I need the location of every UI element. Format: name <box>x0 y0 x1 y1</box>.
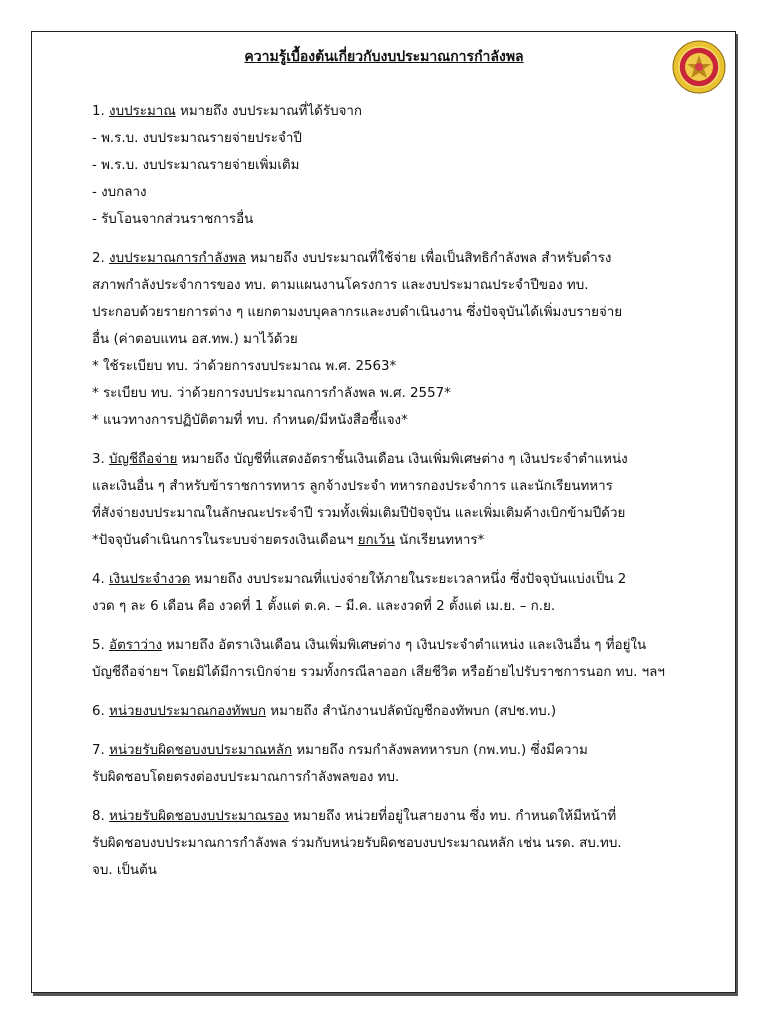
section-5-heading: 5. อัตราว่าง หมายถึง อัตราเงินเดือน เงินเพิ่มพิเศษต่าง ๆ เงินประจำตำแหน่ง และเงินอื่น ๆ ที่อยู่ใน <box>92 638 647 653</box>
text-line: สภาพกำลังประจำการของ ทบ. ตามแผนงานโครงการ และงบประมาณประจำปีของ ทบ. <box>92 278 589 293</box>
list-item: - งบกลาง <box>92 185 147 200</box>
section-4 <box>92 566 692 620</box>
text-line: จบ. เป็นต้น <box>92 863 157 878</box>
term-secondary-responsible-unit: หน่วยรับผิดชอบงบประมาณรอง <box>109 809 289 824</box>
section-2 <box>92 245 692 434</box>
list-item: - พ.ร.บ. งบประมาณรายจ่ายเพิ่มเติม <box>92 158 300 173</box>
section-5 <box>92 632 692 686</box>
term-army-budget-unit: หน่วยงบประมาณกองทัพบก <box>109 704 267 719</box>
section-6-heading: 6. หน่วยงบประมาณกองทัพบก หมายถึง สำนักงานปลัดบัญชีกองทัพบก (สปช.ทบ.) <box>92 704 557 719</box>
note-line: * ระเบียบ ทบ. ว่าด้วยการงบประมาณการกำลังพล พ.ศ. 2557* <box>92 386 451 401</box>
term-period-allocation: เงินประจำงวด <box>109 572 191 587</box>
text-line: ประกอบด้วยรายการต่าง ๆ แยกตามงบบุคลากรและงบดำเนินงาน ซึ่งปัจจุบันได้เพิ่มงบรายจ่าย <box>92 305 623 320</box>
term-pay-roster: บัญชีถือจ่าย <box>109 452 178 467</box>
note-line: * ใช้ระเบียบ ทบ. ว่าด้วยการงบประมาณ พ.ศ. 2563* <box>92 359 397 374</box>
text-line: รับผิดชอบโดยตรงต่องบประมาณการกำลังพลของ ทบ. <box>92 770 400 785</box>
section-3-heading: 3. บัญชีถือจ่าย หมายถึง บัญชีที่แสดงอัตราชั้นเงินเดือน เงินเพิ่มพิเศษต่าง ๆ เงินประจำตำแหน่ง <box>92 452 628 467</box>
section-7 <box>92 737 692 791</box>
document-body <box>92 98 692 884</box>
term-personnel-budget: งบประมาณการกำลังพล <box>109 251 246 266</box>
section-2-heading: 2. งบประมาณการกำลังพล หมายถึง งบประมาณที่ใช้จ่าย เพื่อเป็นสิทธิกำลังพล สำหรับดำรง <box>92 251 612 266</box>
text-line: ที่สังจ่ายงบประมาณในลักษณะประจำปี รวมทั้งเพิ่มเติมปีปัจจุบัน และเพิ่มเติมค้างเบิกข้ามปีด้วย <box>92 506 626 521</box>
section-8 <box>92 803 692 884</box>
note-line: * แนวทางการปฏิบัติตามที่ ทบ. กำหนด/มีหนังสือชี้แจง* <box>92 413 408 428</box>
note-line: *ปัจจุบันดำเนินการในระบบจ่ายตรงเงินเดือนฯ ยกเว้น นักเรียนทหาร* <box>92 533 485 548</box>
section-1 <box>92 98 692 233</box>
section-6 <box>92 698 692 725</box>
list-item: - พ.ร.บ. งบประมาณรายจ่ายประจำปี <box>92 131 302 146</box>
text-line: และเงินอื่น ๆ สำหรับข้าราชการทหาร ลูกจ้างประจำ ทหารกองประจำการ และนักเรียนทหาร <box>92 479 613 494</box>
section-4-heading: 4. เงินประจำงวด หมายถึง งบประมาณที่แบ่งจ่ายให้ภายในระยะเวลาหนึ่ง ซึ่งปัจจุบันแบ่งเป็น 2 <box>92 572 627 587</box>
term-except: ยกเว้น <box>357 533 395 548</box>
section-1-heading: 1. งบประมาณ หมายถึง งบประมาณที่ได้รับจาก <box>92 104 363 119</box>
section-7-heading: 7. หน่วยรับผิดชอบงบประมาณหลัก หมายถึง กรมกำลังพลทหารบก (กพ.ทบ.) ซึ่งมีความ <box>92 743 588 758</box>
text-line: งวด ๆ ละ 6 เดือน คือ งวดที่ 1 ตั้งแต่ ต.ค. – มี.ค. และงวดที่ 2 ตั้งแต่ เม.ย. – ก.ย. <box>92 599 556 614</box>
text-line: อื่น (ค่าตอบแทน อส.ทพ.) มาไว้ด้วย <box>92 332 298 347</box>
text-line: รับผิดชอบงบประมาณการกำลังพล ร่วมกับหน่วยรับผิดชอบงบประมาณหลัก เช่น นรด. สบ.ทบ. <box>92 836 622 851</box>
document-title: ความรู้เบื้องต้นเกี่ยวกับงบประมาณการกำลังพล <box>244 49 524 65</box>
list-item: - รับโอนจากส่วนราชการอื่น <box>92 212 254 227</box>
term-budget: งบประมาณ <box>109 104 176 119</box>
section-3 <box>92 446 692 554</box>
text-line: บัญชีถือจ่ายฯ โดยมิได้มีการเบิกจ่าย รวมทั้งกรณีลาออก เสียชีวิต หรือย้ายไปรับราชการนอก ทบ. ฯลฯ <box>92 665 665 680</box>
section-8-heading: 8. หน่วยรับผิดชอบงบประมาณรอง หมายถึง หน่วยที่อยู่ในสายงาน ซึ่ง ทบ. กำหนดให้มีหน้าที่ <box>92 809 617 824</box>
term-vacant-rate: อัตราว่าง <box>109 638 163 653</box>
term-main-responsible-unit: หน่วยรับผิดชอบงบประมาณหลัก <box>109 743 293 758</box>
